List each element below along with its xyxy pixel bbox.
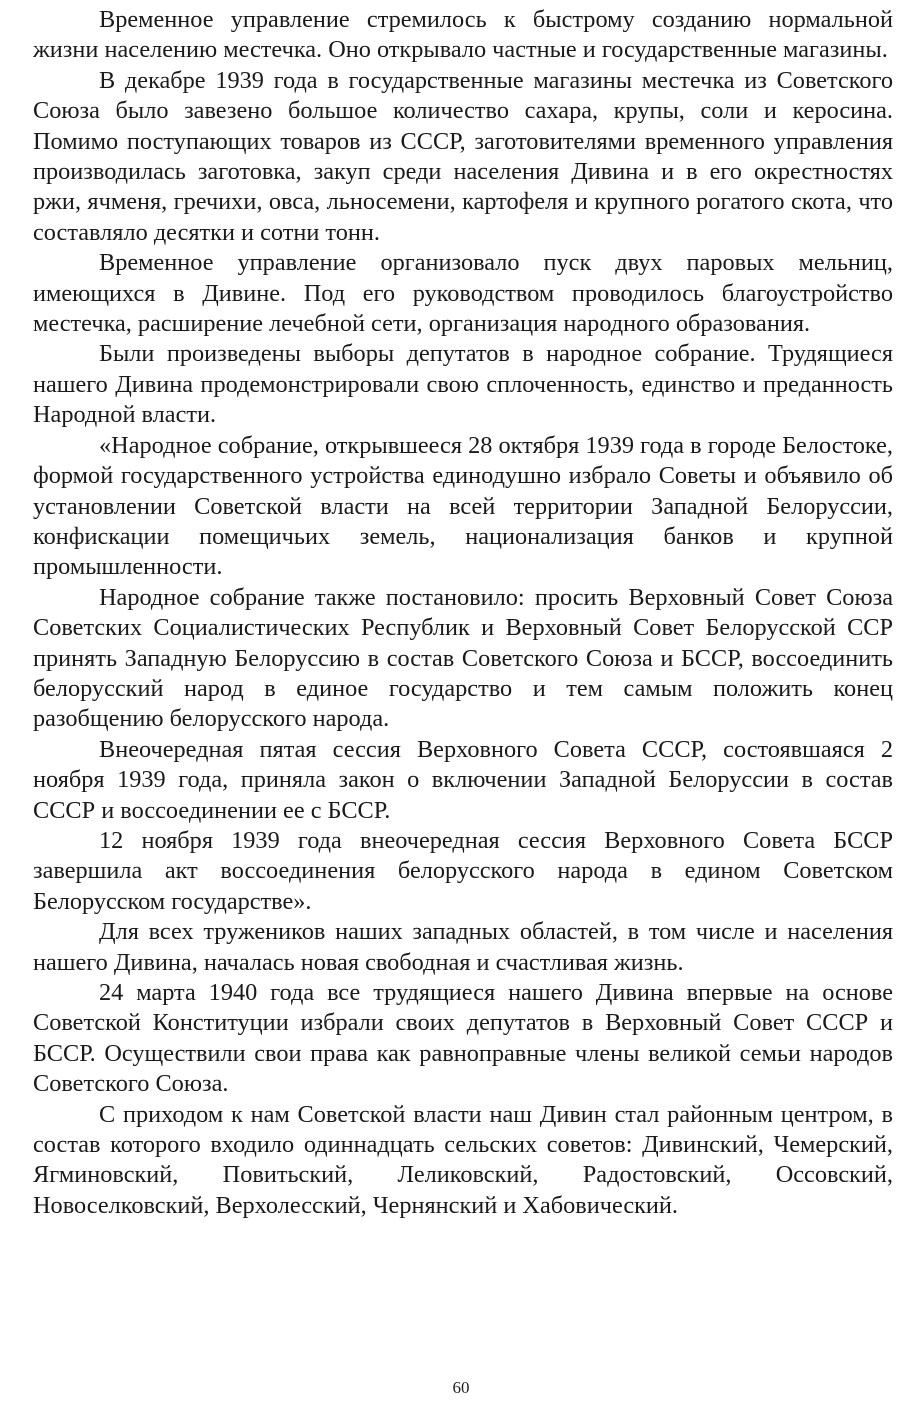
paragraph: С приходом к нам Советской власти наш Дивин стал районным центром, в состав которого входило одиннадцать сельских советов: Дивинский, Чемерский, Ягминовский, Повитьский, Леликовский, Радостовский, Оссовский, Новоселковский, Верхолесский, Чернянский и Хабовический. — [33, 1100, 893, 1219]
paragraph: «Народное собрание, открывшееся 28 октября 1939 года в городе Белостоке, формой государственного устройства единодушно избрало Советы и объявило об установлении Советской власти на всей территории Западной Белоруссии, конфискации помещичьих земель, национализация банков и крупной промышленности. — [33, 431, 893, 581]
paragraph: Внеочередная пятая сессия Верховного Совета СССР, состоявшаяся 2 ноября 1939 года, приняла закон о включении Западной Белоруссии в состав СССР и воссоединении ее с БССР. — [33, 735, 893, 824]
paragraph: 24 марта 1940 года все трудящиеся нашего Дивина впервые на основе Советской Конституции избрали своих депутатов в Верховный Совет СССР и БССР. Осуществили свои права как равноправные члены великой семьи народов Советского Союза. — [33, 979, 893, 1098]
paragraph: Народное собрание также постановило: просить Верховный Совет Союза Советских Социалистических Республик и Верховный Совет Белорусской ССР принять Западную Белоруссию в состав Советского Союза и БССР, воссоединить белорусский народ в единое государство и тем самым положить конец разобщению белорусского народа. — [33, 583, 893, 733]
body-text — [33, 5, 893, 1221]
page-number: 60 — [452, 1378, 470, 1397]
paragraph: Временное управление организовало пуск двух паровых мельниц, имеющихся в Дивине. Под его руководством проводилось благоустройство местечка, расширение лечебной сети, организация народного образования. — [33, 249, 893, 338]
paragraph: Для всех тружеников наших западных областей, в том числе и населения нашего Дивина, началась новая свободная и счастливая жизнь. — [33, 918, 893, 976]
paragraph: Были произведены выборы депутатов в народное собрание. Трудящиеся нашего Дивина продемонстрировали свою сплоченность, единство и преданность Народной власти. — [33, 340, 893, 429]
paragraph: Временное управление стремилось к быстрому созданию нормальной жизни населению местечка. Оно открывало частные и государственные магазины. — [33, 6, 893, 64]
paragraph: 12 ноября 1939 года внеочередная сессия Верховного Совета БССР завершила акт воссоединения белорусского народа в едином Советском Белорусском государстве». — [33, 826, 893, 915]
paragraph: В декабре 1939 года в государственные магазины местечка из Советского Союза было завезено большое количество сахара, крупы, соли и керосина. Помимо поступающих товаров из СССР, заготовителями временного управления производилась заготовка, закуп среди населения Дивина и в его окрестностях ржи, ячменя, гречихи, овса, льносемени, картофеля и крупного рогатого скота, что составляло десятки и сотни тонн. — [33, 66, 893, 246]
